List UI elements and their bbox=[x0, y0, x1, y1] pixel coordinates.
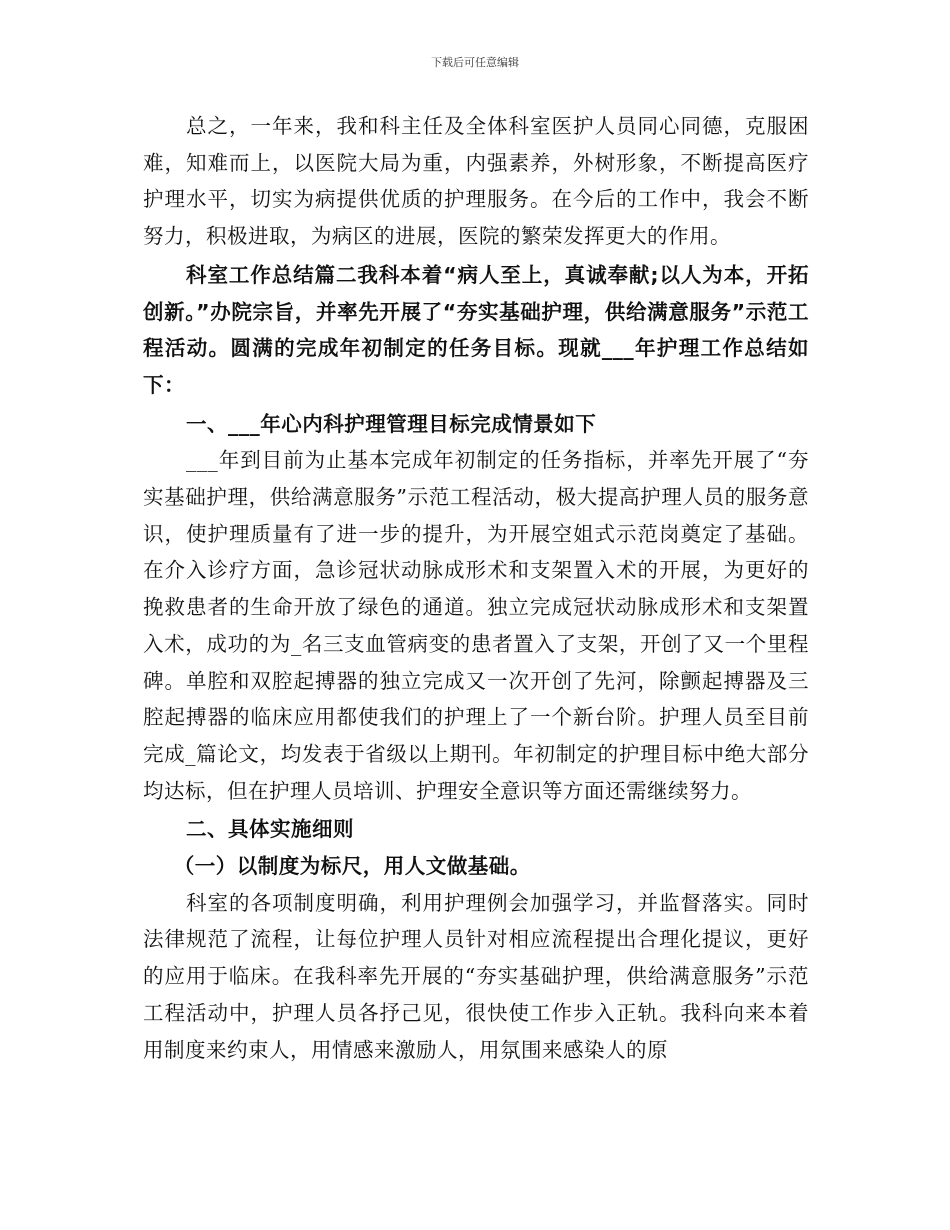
heading-subsection-1: （一）以制度为标尺，用人文做基础。 bbox=[173, 854, 531, 879]
paragraph-summary: 总之，一年来，我和科主任及全体科室医护人员同心同德，克服困难，知难而上，以医院大局为重，内强素养，外树形象，不断提高医疗护理水平，切实为病提供优质的护理服务。在今后的工作中，我会不断努力，积极进取，为病区的进展，医院的繁荣发挥更大的作用。 bbox=[143, 114, 809, 249]
paragraph-intro: 科室工作总结篇二我科本着“病人至上，真诚奉献;以人为本，开拓创新。”办院宗旨，并率先开展了“夯实基础护理，供给满意服务”示范工程活动。圆满的完成年初制定的任务目标。现就___年护理工作总结如下： bbox=[143, 262, 809, 397]
page-header: 下载后可任意编辑 bbox=[431, 56, 519, 69]
heading-section-2: 二、具体实施细则 bbox=[186, 817, 355, 842]
heading-section-1: 一、___年心内科护理管理目标完成情景如下 bbox=[186, 411, 597, 436]
paragraph-rules: 科室的各项制度明确，利用护理例会加强学习，并监督落实。同时法律规范了流程，让每位护理人员针对相应流程提出合理化提议，更好的应用于临床。在我科率先开展的“夯实基础护理，供给满意服务”示范工程活动中，护理人员各抒己见，很快使工作步入正轨。我科向来本着用制度来约束人，用情感来激励人，用氛围来感染人的原 bbox=[143, 890, 809, 1062]
document-body bbox=[143, 108, 809, 1068]
paragraph-targets: ___年到目前为止基本完成年初制定的任务指标，并率先开展了“夯实基础护理，供给满意服务”示范工程活动，极大提高护理人员的服务意识，使护理质量有了进一步的提升，为开展空姐式示范岗奠定了基础。在介入诊疗方面，急诊冠状动脉成形术和支架置入术的开展，为更好的挽救患者的生命开放了绿色的通道。独立完成冠状动脉成形术和支架置入术，成功的为_名三支血管病变的患者置入了支架，开创了又一个里程碑。单腔和双腔起搏器的独立完成又一次开创了先河，除颤起搏器及三腔起搏器的临床应用都使我们的护理上了一个新台阶。护理人员至目前完成_篇论文，均发表于省级以上期刊。年初制定的护理目标中绝大部分均达标，但在护理人员培训、护理安全意识等方面还需继续努力。 bbox=[143, 448, 809, 803]
